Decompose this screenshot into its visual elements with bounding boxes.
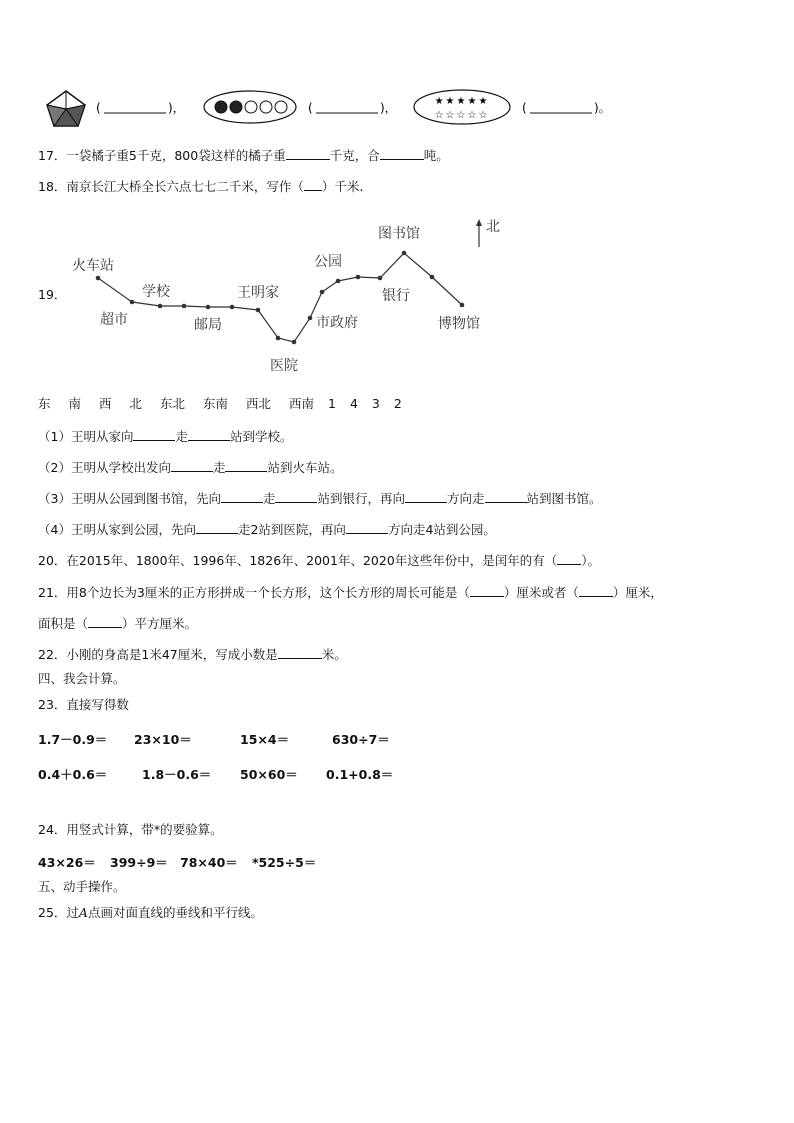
q19-3-blank-direction1[interactable] [221, 490, 263, 503]
calc-item: 1.7－0.9＝ [38, 732, 108, 747]
q18-blank[interactable] [304, 178, 322, 191]
stop [276, 336, 281, 341]
calc-item: 23×10＝ [134, 732, 192, 747]
svg-text:)。: )。 [594, 101, 611, 115]
option: 2 [393, 396, 402, 411]
stop-wangming-home [256, 308, 261, 313]
label-post-office: 邮局 [194, 317, 222, 333]
option: 东南 [203, 396, 229, 411]
q16-blanks [96, 101, 611, 115]
calc-item: 1.8－0.6＝ [142, 767, 212, 782]
label-park: 公园 [314, 254, 342, 270]
route-map [60, 215, 520, 380]
label-bank: 银行 [382, 288, 410, 304]
q19-2-blank-count[interactable] [225, 459, 267, 472]
stop [356, 275, 361, 280]
option: 东 [38, 396, 51, 411]
option: 1 [328, 396, 336, 411]
stars-oval-figure [414, 90, 510, 124]
q19-3-blank-count1[interactable] [275, 490, 317, 503]
question-19-3: （3）王明从公园到图书馆，先向 走 站到银行，再向 方向走 站到图书馆。 [38, 491, 602, 506]
q19-3-blank-count2[interactable] [485, 490, 527, 503]
q19-2-blank-direction[interactable] [171, 459, 213, 472]
question-21-line2: 面积是（ ）平方厘米。 [38, 616, 198, 631]
question-19-2: （2）王明从学校出发向 走 站到火车站。 [38, 460, 343, 475]
stop-museum [460, 303, 465, 308]
calc-item: 78×40＝ [180, 855, 238, 870]
stop [308, 316, 313, 321]
question-19-4: （4）王明从家到公园，先向 走2站到医院，再向 方向走4站到公园。 [38, 522, 496, 537]
calc-item: 43×26＝ [38, 855, 96, 870]
stop-city-hall [320, 290, 325, 295]
option: 3 [371, 396, 380, 411]
stop-library [402, 251, 407, 256]
q19-4-blank-direction2[interactable] [346, 521, 388, 534]
q21-blank-area[interactable] [88, 615, 122, 628]
question-19-label: 19． [38, 287, 67, 302]
svg-text:(: ( [308, 101, 313, 115]
question-20: 20．在2015年、1800年、1996年、1826年、2001年、2020年这些年份中，是闰年的有（ ）。 [38, 553, 601, 568]
label-train-station: 火车站 [72, 258, 114, 274]
stop [430, 275, 435, 280]
label-museum: 博物馆 [438, 316, 480, 332]
stop-bank [378, 276, 383, 281]
svg-text:)，: )， [380, 101, 397, 115]
stars-filled: ★★★★★ [434, 96, 490, 107]
svg-text:(: ( [96, 101, 101, 115]
calc-item: 399÷9＝ [110, 855, 168, 870]
q16-figures-svg [44, 88, 764, 128]
option: 北 [129, 396, 143, 411]
stop [230, 305, 235, 310]
option: 南 [68, 396, 82, 411]
label-city-hall: 市政府 [316, 315, 358, 331]
stop-train-station [96, 276, 101, 281]
q19-1-blank-direction[interactable] [133, 428, 175, 441]
stars-outline: ☆☆☆☆☆ [434, 110, 490, 121]
stop-school [158, 304, 163, 309]
q16-figure-row [44, 88, 764, 128]
svg-text:(: ( [522, 101, 527, 115]
calc-item: 630÷7＝ [332, 732, 390, 747]
stop-post-office [206, 305, 211, 310]
question-24-title: 24．用竖式计算，带*的要验算。 [38, 822, 223, 837]
section-4-heading: 四、我会计算。 [38, 671, 126, 686]
north-label: 北 [486, 219, 500, 235]
svg-text:)，: )， [168, 101, 185, 115]
north-arrow-icon [476, 219, 500, 247]
label-school: 学校 [142, 284, 170, 300]
q19-1-blank-count[interactable] [188, 428, 230, 441]
stop-supermarket [130, 300, 135, 305]
q19-4-blank-direction1[interactable] [196, 521, 238, 534]
option: 4 [349, 396, 358, 411]
q19-3-blank-direction2[interactable] [405, 490, 447, 503]
label-library: 图书馆 [378, 226, 420, 242]
label-hospital: 医院 [270, 358, 298, 374]
option: 西南 [289, 396, 315, 411]
option: 西北 [246, 396, 272, 411]
option: 西 [99, 396, 112, 411]
stop-hospital [292, 340, 297, 345]
calc-item: *525÷5＝ [252, 855, 317, 870]
label-wangming-home: 王明家 [237, 285, 279, 301]
q22-blank[interactable] [278, 646, 322, 659]
q17-blank-ton[interactable] [380, 147, 424, 160]
stop-park [336, 279, 341, 284]
pentagon-figure [47, 91, 85, 126]
q17-blank-kg[interactable] [286, 147, 330, 160]
circles-oval-figure [204, 91, 296, 123]
q21-blank-perimeter1[interactable] [470, 584, 504, 597]
calc-item: 0.1+0.8＝ [326, 767, 394, 782]
q21-blank-perimeter2[interactable] [579, 584, 613, 597]
question-19-1: （1）王明从家向 走 站到学校。 [38, 429, 293, 444]
q20-blank[interactable] [557, 552, 581, 565]
calc-item: 50×60＝ [240, 767, 298, 782]
question-25: 25．过A点画对面直线的垂线和平行线。 [38, 905, 263, 920]
question-18: 18．南京长江大桥全长六点七七二千米，写作（ ）千米. [38, 179, 364, 194]
calc-item: 15×4＝ [240, 732, 290, 747]
stop [182, 304, 187, 309]
direction-options [38, 396, 416, 412]
calc-item: 0.4＋0.6＝ [38, 767, 108, 782]
section-5-heading: 五、动手操作。 [38, 879, 126, 894]
question-17: 17．一袋橘子重5千克，800袋这样的橘子重 千克，合 吨。 [38, 148, 449, 163]
question-21: 21．用8个边长为3厘米的正方形拼成一个长方形，这个长方形的周长可能是（ ）厘米或者（ ）厘米， [38, 585, 663, 600]
point-a-label: A [78, 905, 88, 920]
question-22: 22．小刚的身高是1米47厘米，写成小数是 米。 [38, 647, 347, 662]
option: 东北 [160, 396, 186, 411]
label-supermarket: 超市 [100, 312, 128, 328]
question-23-title: 23．直接写得数 [38, 697, 129, 712]
